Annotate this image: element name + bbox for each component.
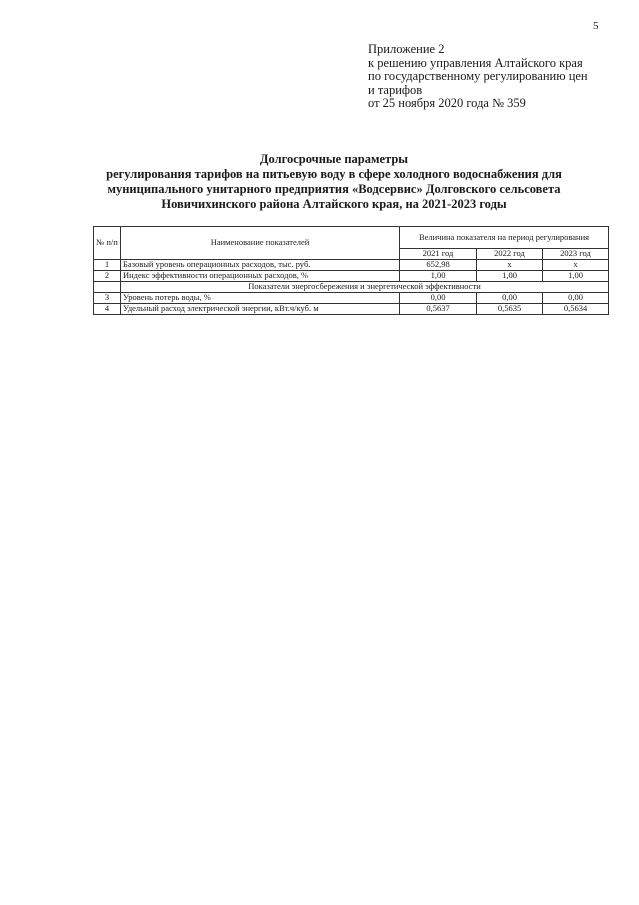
row-value: 0,00: [400, 293, 477, 304]
row-name: Уровень потерь воды, %: [121, 293, 400, 304]
appendix-line: от 25 ноября 2020 года № 359: [368, 96, 526, 110]
row-name: Индекс эффективности операционных расходов, %: [121, 271, 400, 282]
appendix-block: [368, 43, 628, 111]
appendix-line: Приложение 2: [368, 42, 445, 56]
header-name: Наименование показателей: [121, 227, 400, 260]
title-line: Новичихинского района Алтайского края, на 2021-2023 годы: [161, 197, 507, 211]
parameters-table: [93, 226, 609, 315]
title-line: Долгосрочные параметры: [259, 152, 409, 166]
row-value: 0,5637: [400, 304, 477, 315]
row-value: х: [543, 260, 609, 271]
row-num: 1: [94, 260, 121, 271]
appendix-line: к решению управления Алтайского края: [368, 55, 583, 70]
table-header-row: [94, 227, 609, 249]
table-row: [94, 304, 609, 315]
table-section-row: [94, 282, 609, 293]
page-number: 5: [593, 20, 599, 32]
row-value: 0,00: [543, 293, 609, 304]
document-title: [60, 152, 608, 212]
section-empty-cell: [94, 282, 121, 293]
row-value: 1,00: [477, 271, 543, 282]
section-title: Показатели энергосбережения и энергетической эффективности: [121, 282, 609, 293]
row-value: 0,5635: [477, 304, 543, 315]
row-num: 3: [94, 293, 121, 304]
row-value: 0,5634: [543, 304, 609, 315]
header-period: Величина показателя на период регулирования: [400, 227, 609, 249]
row-name: Базовый уровень операционных расходов, тыс. руб.: [121, 260, 400, 271]
row-value: 1,00: [400, 271, 477, 282]
header-year: 2022 год: [477, 249, 543, 260]
row-num: 4: [94, 304, 121, 315]
header-num: № п/п: [94, 227, 121, 260]
header-year: 2021 год: [400, 249, 477, 260]
row-value: 0,00: [477, 293, 543, 304]
appendix-line: и тарифов: [368, 82, 423, 97]
row-value: 1,00: [543, 271, 609, 282]
row-value: х: [477, 260, 543, 271]
table-row: [94, 271, 609, 282]
title-line: регулирования тарифов на питьевую воду в сфере холодного водоснабжения для: [106, 167, 562, 181]
table-row: [94, 293, 609, 304]
table-row: [94, 260, 609, 271]
row-value: 652,98: [400, 260, 477, 271]
row-num: 2: [94, 271, 121, 282]
row-name: Удельный расход электрической энергии, кВт.ч/куб. м: [121, 304, 400, 315]
appendix-line: по государственному регулированию цен: [368, 69, 588, 83]
header-year: 2023 год: [543, 249, 609, 260]
title-line: муниципального унитарного предприятия «Водсервис» Долговского сельсовета: [107, 182, 561, 196]
